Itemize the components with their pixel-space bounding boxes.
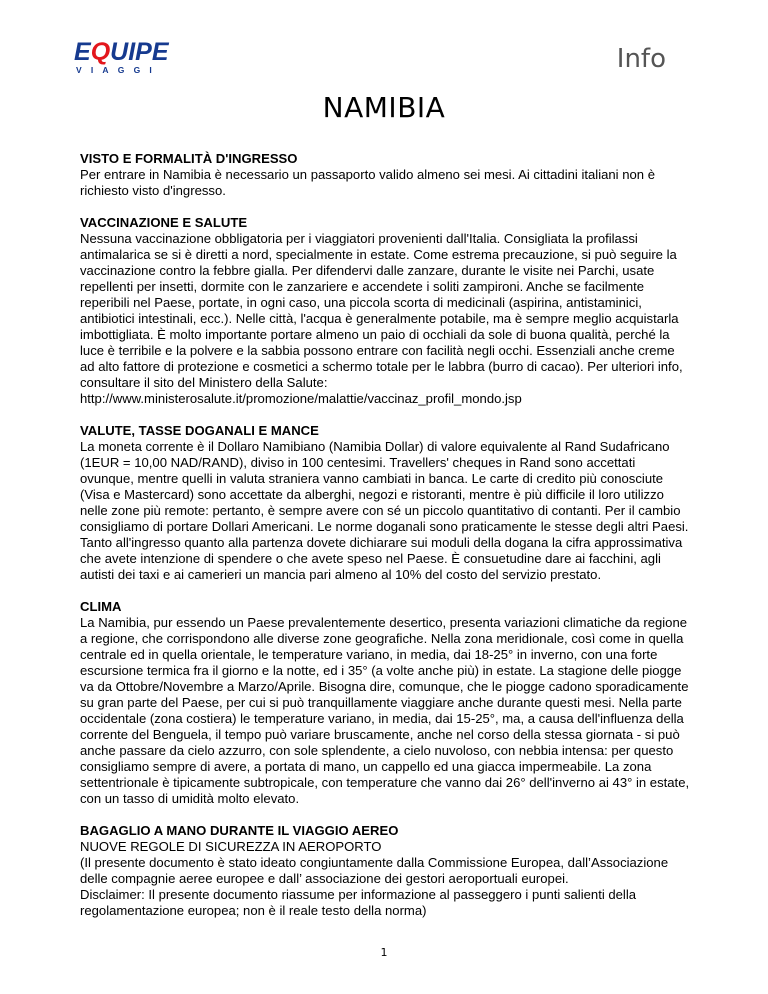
equipe-viaggi-logo (74, 40, 184, 76)
section-text: (Il presente documento è stato ideato congiuntamente dalla Commissione Europea, dall’Associazione delle compagnie aeree europee e dall’ associazione dei gestori aeroportuali europei. (80, 855, 669, 886)
section-heading: VISTO E FORMALITÀ D'INGRESSO (80, 151, 298, 166)
section-text: Nessuna vaccinazione obbligatoria per i viaggiatori provenienti dall'Italia. Consigliata la profilassi antimalarica se si è diretti a nord, specialmente in estate. Come estrema precauzione, si può seguire la vaccinazione contro la febbre gialla. Per difendervi dalle zanzare, durante le visite nei Parchi, usate repellenti per insetti, dormite con le zanzariere e accendete i soliti zampironi. Anche se facilmente reperibili nel Paese, portate, in ogni caso, una piccola scorta di medicinali (aspirina, antistaminici, antibiotici intestinali, ecc.). Nelle città, l'acqua è generalmente potabile, ma è sempre meglio acquistarla imbottigliata. È molto importante portare almeno un paio di occhiali da sole di buona qualità, perché la luce è terribile e la polvere e la sabbia possono entrare con facilità negli occhi. Essenziali anche creme ad alto fattore di protezione e cosmetici a schermo totale per le labbra (burro di cacao). Per ulteriori info, consultare il sito del Ministero della Salute: http://www.ministerosalute.it/promozione/malattie/vaccinaz_profil_mondo.jsp (80, 231, 683, 406)
section-subtitle: NUOVE REGOLE DI SICUREZZA IN AEROPORTO (80, 839, 382, 854)
page-title: NAMIBIA (322, 91, 446, 124)
logo-subtitle: VIAGGI (76, 65, 161, 75)
info-label: Info (616, 44, 666, 74)
section-text: La Namibia, pur essendo un Paese prevalentemente desertico, presenta variazioni climatiche da regione a regione, che corrispondono alle diverse zone geografiche. Nella zona meridionale, così come in quella centrale ed in quella orientale, le temperature variano, in media, dai 18-25° in inverno, con una forte escursione termica fra il giorno e la notte, ed i 35° (a volte anche più) in estate. La stagione delle piogge va da Ottobre/Novembre a Marzo/Aprile. Bisogna dire, comunque, che le piogge cadono sporadicamente su gran parte del Paese, per cui si può tranquillamente viaggiare anche durante questi mesi. Nella parte occidentale (zona costiera) le temperature variano, in media, dai 15-25°, ma, a causa dell'influenza della corrente del Benguela, il tempo può variare bruscamente, anche nel corso della stessa giornata - si può anche passare da cielo azzurro, con sole splendente, a cielo nuvoloso, con nebbia intensa: per questo consigliamo sempre di avere, a portata di mano, un cappello ed una giacca impermeabile. La zona settentrionale è tipicamente subtropicale, con temperature che vanno dai 26° dell'inverno ai 43° in estate, con un tasso di umidità molto elevato. (80, 615, 690, 806)
section-hand-luggage (80, 823, 690, 919)
section-heading: VACCINAZIONE E SALUTE (80, 215, 248, 230)
section-text: La moneta corrente è il Dollaro Namibiano (Namibia Dollar) di valore equivalente al Rand Sudafricano (1EUR = 10,00 NAD/RAND), diviso in 100 centesimi. Travellers' cheques in Rand sono accettati ovunque, mentre quelli in valuta straniera vanno cambiati in banca. Le carte di credito più conosciute (Visa e Mastercard) sono accettate da alberghi, negozi e ristoranti, mentre è più difficile il loro utilizzo nelle zone più remote: pertanto, è sempre avere con sé un piccolo quantitativo di contanti. Per il cambio consigliamo di portare Dollari Americani. Le norme doganali sono praticamente le stesse degli altri Paesi. Tanto all'ingresso quanto alla partenza dovete dichiarare sui moduli della dogana la cifra approssimativa che avete intenzione di spendere o che avete speso nel Paese. È consuetudine dare ai facchini, agli autisti dei taxi e ai camerieri un mancia pari almeno al 10% del costo del servizio prestato. (80, 439, 689, 582)
section-heading: VALUTE, TASSE DOGANALI E MANCE (80, 423, 319, 438)
document-body (80, 151, 690, 935)
section-health (80, 215, 690, 407)
section-visa (80, 151, 690, 199)
logo-wordmark: EQUIPE (74, 38, 169, 66)
section-text: Per entrare in Namibia è necessario un passaporto valido almeno sei mesi. Ai cittadini italiani non è richiesto visto d'ingresso. (80, 167, 655, 198)
section-currency (80, 423, 690, 583)
section-climate (80, 599, 690, 807)
section-heading: BAGAGLIO A MANO DURANTE IL VIAGGIO AEREO (80, 823, 399, 838)
disclaimer-text: Disclaimer: Il presente documento riassume per informazione al passeggero i punti salienti della regolamentazione europea; non è il reale testo della norma) (80, 887, 637, 918)
section-heading: CLIMA (80, 599, 122, 614)
page-number: 1 (380, 946, 388, 959)
